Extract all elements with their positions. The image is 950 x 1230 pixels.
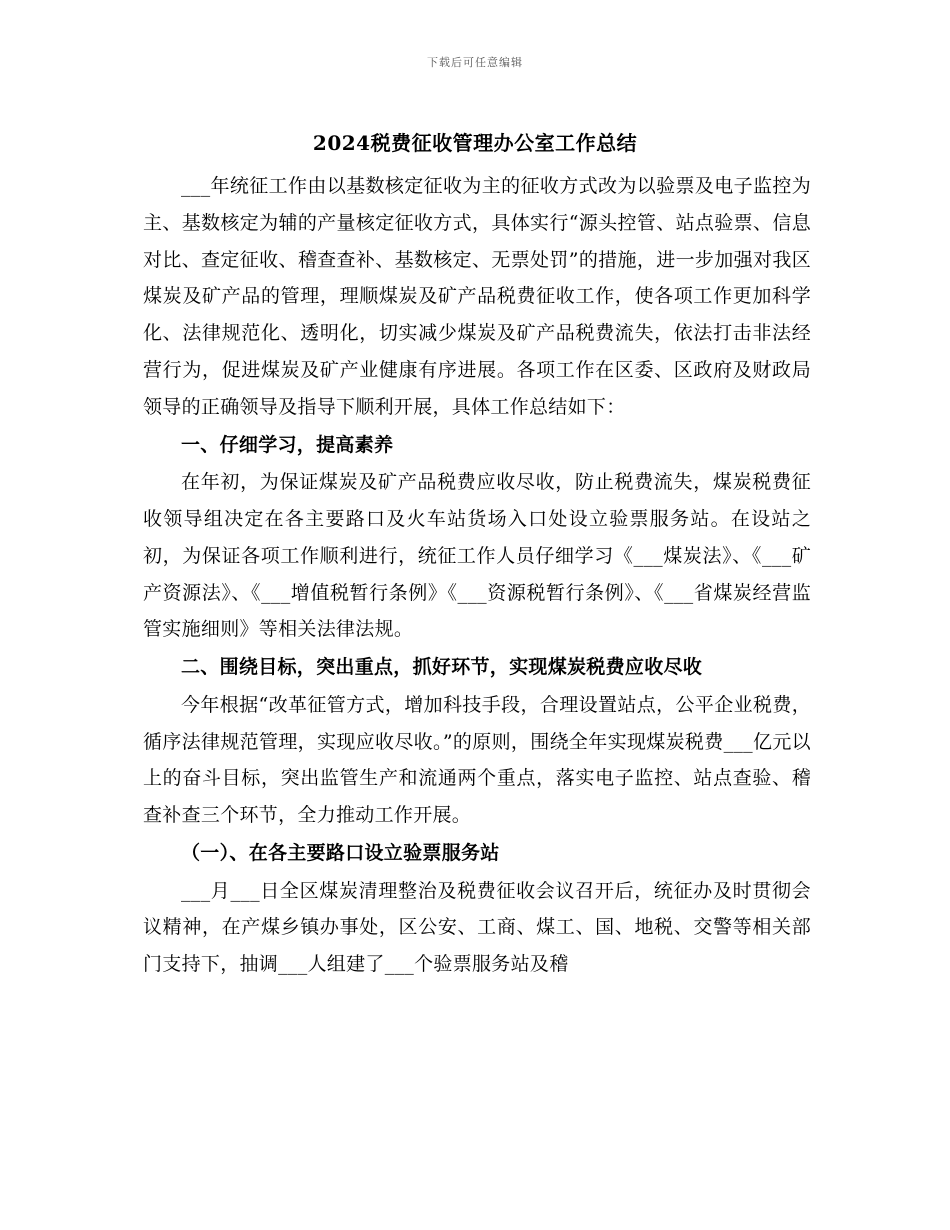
section-paragraph-1: 在年初，为保证煤炭及矿产品税费应收尽收，防止税费流失，煤炭税费征收领导组决定在各主要路口及火车站货场入口处设立验票服务站。在设站之初，为保证各项工作顺利进行，统征工作人员仔细学习《___煤炭法》、《___矿产资源法》、《___增值税暂行条例》《___资源税暂行条例》、《___省煤炭经营监管实施细则》等相关法律法规。 xyxy=(143,471,811,641)
page-header-note: 下载后可任意编辑 xyxy=(427,56,523,69)
document-body xyxy=(143,168,811,983)
intro-paragraph: ___年统征工作由以基数核定征收为主的征收方式改为以验票及电子监控为主、基数核定为辅的产量核定征收方式，具体实行“源头控管、站点验票、信息对比、查定征收、稽查查补、基数核定、无票处罚”的措施，进一步加强对我区煤炭及矿产品的管理，理顺煤炭及矿产品税费征收工作，使各项工作更加科学化、法律规范化、透明化，切实减少煤炭及矿产品税费流失，依法打击非法经营行为，促进煤炭及矿产业健康有序进展。各项工作在区委、区政府及财政局领导的正确领导及指导下顺利开展，具体工作总结如下： xyxy=(143,175,811,418)
section-paragraph-3: ___月___日全区煤炭清理整治及税费征收会议召开后，统征办及时贯彻会议精神，在产煤乡镇办事处，区公安、工商、煤工、国、地税、交警等相关部门支持下，抽调___人组建了___个验票服务站及稽 xyxy=(143,879,811,976)
document-title: 2024税费征收管理办公室工作总结 xyxy=(312,131,638,155)
section-heading-1: 一、仔细学习，提高素养 xyxy=(181,433,394,456)
section-paragraph-2: 今年根据“改革征管方式，增加科技手段，合理设置站点，公平企业税费，循序法律规范管理，实现应收尽收。”的原则，围绕全年实现煤炭税费___亿元以上的奋斗目标，突出监管生产和流通两个重点，落实电子监控、站点查验、稽查补查三个环节，全力推动工作开展。 xyxy=(143,693,811,827)
section-heading-2: 二、围绕目标，突出重点，抓好环节，实现煤炭税费应收尽收 xyxy=(181,656,703,679)
section-heading-3: （一）、在各主要路口设立验票服务站 xyxy=(181,841,500,864)
